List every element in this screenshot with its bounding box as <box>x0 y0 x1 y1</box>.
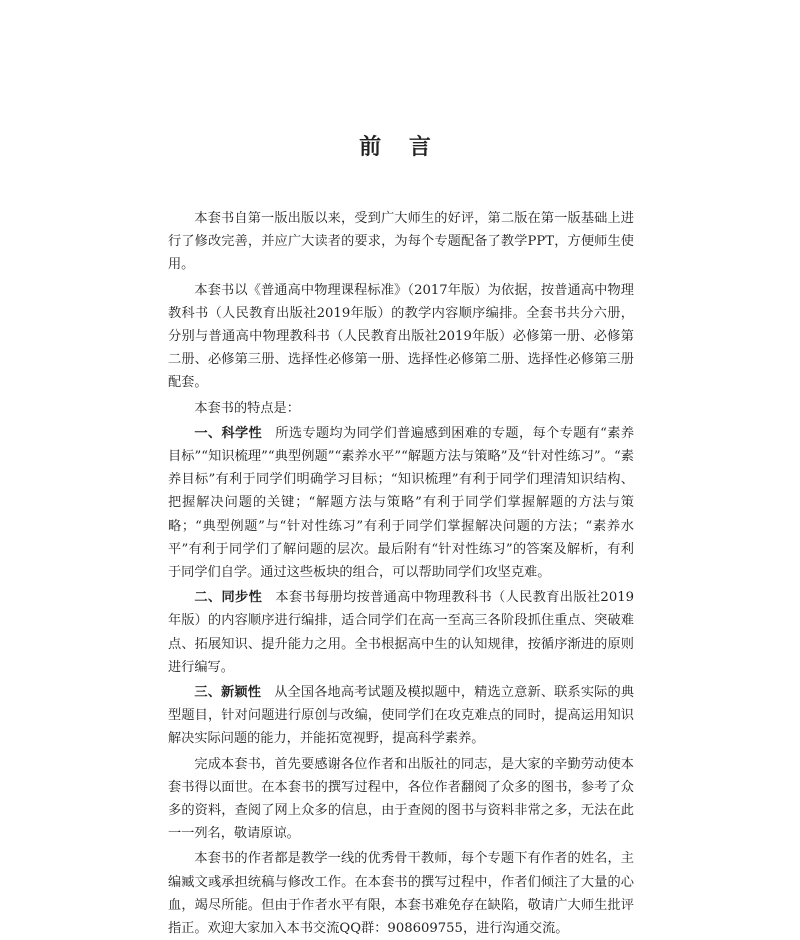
preface-body <box>168 207 634 940</box>
feature-heading: 一、科学性 <box>194 425 263 441</box>
feature-text: 本套书每册均按普通高中物理教科书（人民教育出版社2019年版）的内容顺序进行编排，适合同学们在高一至高三各阶段抓住重点、突破难点、拓展知识、提升能力之用。全书根据高中生的认知规律，按循序渐进的原则进行编写。 <box>168 590 634 675</box>
paragraph-3: 本套书的特点是： <box>194 400 300 416</box>
feature-text: 所选专题均为同学们普遍感到困难的专题，每个专题有“素养目标”“知识梳理”“典型例题”“素养水平”“解题方法与策略”及“针对性练习”。“素养目标”有利于同学们明确学习目标；“知识梳理”有利于同学们理清知识结构、把握解决问题的关键；“解题方法与策略”有利于同学们掌握解题的方法与策略；“典型例题”与“针对性练习”有利于同学们掌握解决问题的方法；“素养水平”有利于同学们了解问题的层次。最后附有“针对性练习”的答案及解析，有利于同学们自学。通过这些板块的组合，可以帮助同学们攻坚克难。 <box>168 425 635 581</box>
feature-novelty <box>168 681 634 751</box>
feature-scientific <box>168 422 634 584</box>
feature-synchronous <box>168 586 634 679</box>
page-title: 前 言 <box>359 135 441 160</box>
paragraph-authors: 本套书的作者都是教学一线的优秀骨干教师，每个专题下有作者的姓名，主编臧文彧承担统稿与修改工作。在本套书的撰写过程中，作者们倾注了大量的心血，竭尽所能。但由于作者水平有限，本套书难免存在缺陷，敬请广大师生批评指正。欢迎大家加入本书交流QQ群：908609755，进行沟通交流。 <box>168 851 634 937</box>
feature-heading: 三、新颖性 <box>194 685 262 701</box>
paragraph-2: 本套书以《普通高中物理课程标准》（2017年版）为依据，按普通高中物理教科书（人民教育出版社2019年版）的教学内容顺序编排。全套书共分六册，分别与普通高中物理教科书（人民教育出版社2019年版）必修第一册、必修第二册、必修第三册、选择性必修第一册、选择性必修第二册、选择性必修第三册配套。 <box>168 282 634 391</box>
paragraph-thanks: 完成本套书，首先要感谢各位作者和出版社的同志，是大家的辛勤劳动使本套书得以面世。在本套书的撰写过程中，各位作者翻阅了众多的图书，参考了众多的资料，查阅了网上众多的信息，由于查阅的图书与资料非常之多，无法在此一一列名，敬请原谅。 <box>168 756 634 842</box>
feature-heading: 二、同步性 <box>194 590 263 606</box>
paragraph-1: 本套书自第一版出版以来，受到广大师生的好评，第二版在第一版基础上进行了修改完善，并应广大读者的要求，为每个专题配备了教学PPT，方便师生使用。 <box>168 211 634 273</box>
feature-text: 从全国各地高考试题及模拟题中，精选立意新、联系实际的典型题目，针对问题进行原创与改编，使同学们在攻克难点的同时，提高运用知识解决实际问题的能力，并能拓宽视野，提高科学素养。 <box>168 685 635 747</box>
